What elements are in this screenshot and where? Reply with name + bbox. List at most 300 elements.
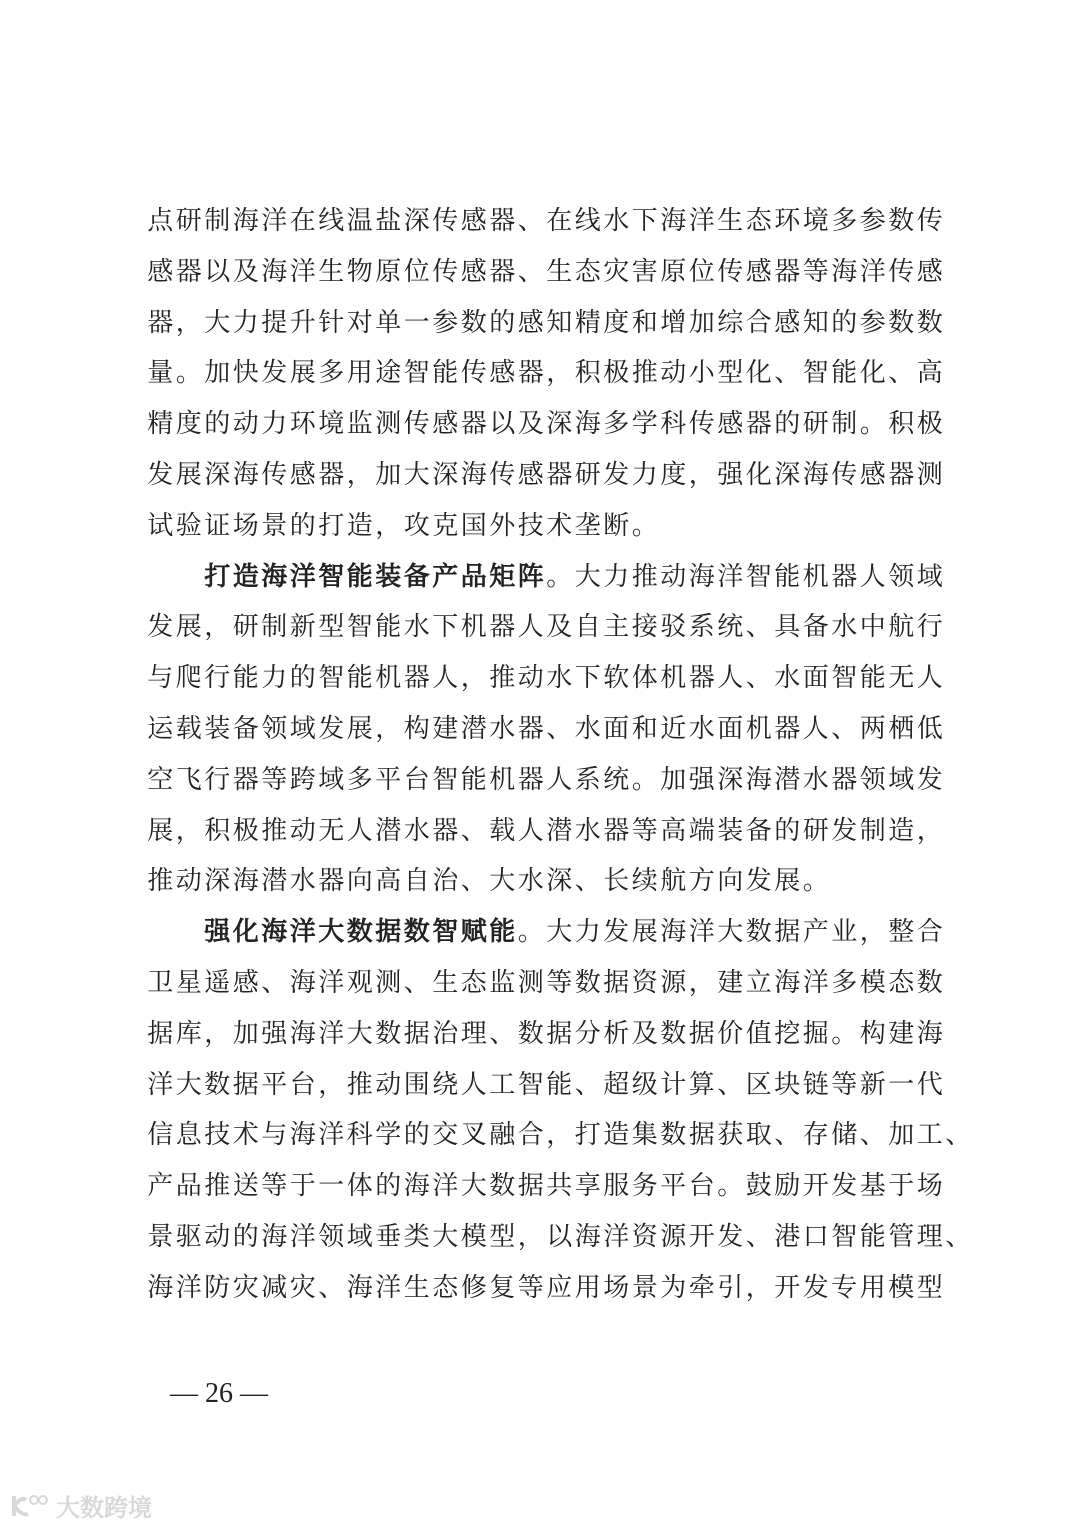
text-char: 水 <box>403 815 430 846</box>
text-char: 构 <box>403 713 430 744</box>
text-char: 长 <box>603 866 630 897</box>
text-char: 域 <box>318 764 345 795</box>
text-char: 、 <box>318 1272 345 1303</box>
text-char: 型 <box>916 1272 943 1303</box>
text-line <box>146 501 944 552</box>
text-char: 精 <box>574 307 601 338</box>
text-char: 发 <box>831 1171 858 1202</box>
text-char: 快 <box>232 358 259 389</box>
text-char: 围 <box>403 1069 430 1100</box>
text-char: 深 <box>546 866 573 897</box>
text-char: 研 <box>232 612 259 643</box>
text-char: 监 <box>346 409 373 440</box>
text-char: 。 <box>546 561 573 592</box>
text-char: 水 <box>517 866 544 897</box>
text-char: 开 <box>774 1272 801 1303</box>
text-char: 灾 <box>232 1272 259 1303</box>
text-char: 建 <box>432 713 459 744</box>
text-char: 、 <box>774 358 801 389</box>
text-char: 高 <box>916 358 943 389</box>
text-char: 洋 <box>318 967 345 998</box>
text-char: 动 <box>660 358 687 389</box>
text-char: 大 <box>717 917 744 948</box>
text-char: 动 <box>517 663 544 694</box>
text-char: 等 <box>631 815 658 846</box>
text-char: 下 <box>574 663 601 694</box>
text-char: 景 <box>631 1272 658 1303</box>
text-char: 和 <box>631 307 658 338</box>
text-char: 原 <box>660 256 687 287</box>
text-char: 大 <box>546 917 573 948</box>
text-char: 。 <box>631 510 658 541</box>
text-char: 业 <box>831 917 858 948</box>
text-char: 态 <box>460 967 487 998</box>
text-char: 单 <box>375 307 402 338</box>
text-char: 点 <box>147 206 174 236</box>
text-char: 遥 <box>204 967 231 998</box>
text-char: 灾 <box>603 256 630 287</box>
text-char: 传 <box>831 459 858 490</box>
text-char: 洋 <box>603 1221 630 1252</box>
text-char: 交 <box>432 1120 459 1151</box>
text-char: 动 <box>175 866 202 897</box>
text-line <box>146 298 944 349</box>
text-char: 传 <box>403 409 430 440</box>
text-char: 据 <box>688 1120 715 1151</box>
text-char: ， <box>375 713 402 744</box>
text-char: 引 <box>717 1272 744 1303</box>
text-char: 人 <box>432 663 459 694</box>
text-char: 和 <box>631 713 658 744</box>
text-char: 洋 <box>688 206 715 236</box>
text-char: 人 <box>802 713 829 744</box>
text-char: 机 <box>802 561 829 592</box>
text-char: 的 <box>489 307 516 338</box>
heading-char: 装 <box>375 561 402 592</box>
text-char: 新 <box>289 612 316 643</box>
text-char: 复 <box>489 1272 516 1303</box>
text-char: 资 <box>631 967 658 998</box>
text-char: 合 <box>745 307 772 338</box>
text-char: 装 <box>204 713 231 744</box>
heading-char: 海 <box>261 561 288 592</box>
text-char: 大 <box>346 1018 373 1049</box>
text-line <box>146 856 944 907</box>
text-char: ， <box>546 358 573 389</box>
text-char: 数 <box>574 967 601 998</box>
text-char: 洋 <box>717 561 744 592</box>
text-char: 造 <box>888 815 915 846</box>
text-char: 能 <box>460 764 487 795</box>
text-char: 器 <box>517 713 544 744</box>
text-char: 动 <box>660 561 687 592</box>
text-char: 大 <box>403 459 430 490</box>
text-line <box>146 704 944 755</box>
text-char: 参 <box>432 307 459 338</box>
text-char: 垂 <box>375 1221 402 1252</box>
text-char: 发 <box>318 713 345 744</box>
text-char: 测 <box>517 967 544 998</box>
text-char: 库 <box>175 1018 202 1049</box>
text-char: 数 <box>204 1069 231 1100</box>
text-char: 大 <box>432 1221 459 1252</box>
text-char: 以 <box>546 1221 573 1252</box>
text-char: 能 <box>859 1221 886 1252</box>
text-char: 的 <box>232 1221 259 1252</box>
text-char: 挖 <box>774 1018 801 1049</box>
heading-char: 据 <box>375 917 402 948</box>
text-char: 强 <box>261 1018 288 1049</box>
text-char: 数 <box>888 206 915 236</box>
text-char: 中 <box>859 612 886 643</box>
text-char: 智 <box>517 1069 544 1100</box>
text-char: 器 <box>774 256 801 287</box>
paragraph <box>146 196 944 552</box>
text-char: 发 <box>603 917 630 948</box>
text-line <box>146 907 944 958</box>
text-char: 等 <box>261 1171 288 1202</box>
text-char: 能 <box>432 358 459 389</box>
text-char: 一 <box>403 307 430 338</box>
text-line <box>146 1110 972 1161</box>
text-char: 。 <box>517 917 544 948</box>
text-char: 加 <box>688 307 715 338</box>
text-char: 人 <box>517 815 544 846</box>
text-char: ， <box>204 612 231 643</box>
text-char: 海 <box>232 866 259 897</box>
text-char: 验 <box>175 510 202 541</box>
text-char: 能 <box>232 663 259 694</box>
text-char: 技 <box>204 1120 231 1151</box>
text-char: 等 <box>546 967 573 998</box>
text-char: 行 <box>204 764 231 795</box>
text-char: 数 <box>517 1018 544 1049</box>
text-char: 以 <box>489 409 516 440</box>
text-char: 传 <box>261 459 288 490</box>
text-char: 能 <box>546 1069 573 1100</box>
text-char: 途 <box>375 358 402 389</box>
text-char: 以 <box>204 256 231 287</box>
text-char: 代 <box>916 1069 943 1100</box>
text-char: 能 <box>774 561 801 592</box>
text-char: 极 <box>916 409 943 440</box>
text-char: 原 <box>375 256 402 287</box>
text-char: 外 <box>489 510 516 541</box>
text-char: 驱 <box>175 1221 202 1252</box>
text-char: 加 <box>888 1120 915 1151</box>
text-char: 机 <box>660 663 687 694</box>
text-char: 海 <box>660 206 687 236</box>
text-char: 航 <box>888 612 915 643</box>
text-char: 、 <box>517 256 544 287</box>
text-char: 在 <box>289 206 316 236</box>
text-char: 向 <box>346 866 373 897</box>
text-line <box>146 1161 944 1212</box>
text-char: 态 <box>432 1272 459 1303</box>
text-char: 器 <box>745 409 772 440</box>
heading-char: 阵 <box>517 561 544 592</box>
text-line <box>146 755 944 806</box>
text-char: 一 <box>318 1171 345 1202</box>
text-char: 统 <box>603 764 630 795</box>
heading-char: 矩 <box>489 561 516 592</box>
text-char: ， <box>546 1120 573 1151</box>
text-char: 器 <box>489 256 516 287</box>
text-char: 海 <box>660 917 687 948</box>
text-char: 等 <box>831 1069 858 1100</box>
text-char: 务 <box>631 1171 658 1202</box>
text-char: 传 <box>688 409 715 440</box>
heading-char: 智 <box>318 561 345 592</box>
text-char: 机 <box>489 764 516 795</box>
watermark <box>10 1488 152 1523</box>
text-char: 航 <box>660 866 687 897</box>
text-char: 的 <box>289 663 316 694</box>
text-char: 防 <box>204 1272 231 1303</box>
text-char: 能 <box>831 358 858 389</box>
text-char: 度 <box>660 459 687 490</box>
text-char: 行 <box>916 612 943 643</box>
text-char: 洋 <box>688 917 715 948</box>
text-char: 态 <box>574 256 601 287</box>
text-char: 场 <box>916 1171 943 1202</box>
text-char: 据 <box>403 1018 430 1049</box>
text-char: 增 <box>660 307 687 338</box>
text-char: 及 <box>546 612 573 643</box>
text-char: 线 <box>574 206 601 236</box>
text-char: 大 <box>574 561 601 592</box>
text-char: 计 <box>660 1069 687 1100</box>
text-char: 品 <box>175 1171 202 1202</box>
text-char: 软 <box>603 663 630 694</box>
text-char: 海 <box>745 764 772 795</box>
text-char: 展 <box>774 866 801 897</box>
text-char: 潜 <box>774 764 801 795</box>
text-char: ， <box>346 459 373 490</box>
text-char: 感 <box>745 256 772 287</box>
text-char: 台 <box>688 1171 715 1202</box>
text-char: 盐 <box>375 206 402 236</box>
text-line <box>146 602 944 653</box>
text-char: 器 <box>489 206 516 236</box>
text-char: 术 <box>232 1120 259 1151</box>
text-char: 克 <box>432 510 459 541</box>
heading-char: 海 <box>261 917 288 948</box>
paragraph-indent <box>146 907 203 958</box>
text-line <box>146 653 944 704</box>
text-char: 信 <box>147 1120 174 1151</box>
text-char: ， <box>745 1272 772 1303</box>
text-line <box>146 196 944 247</box>
text-char: 海 <box>289 967 316 998</box>
heading-char: 智 <box>432 917 459 948</box>
text-char: 器 <box>517 358 544 389</box>
text-char: 、 <box>945 1221 972 1252</box>
text-char: ， <box>175 815 202 846</box>
text-char: 生 <box>717 206 744 236</box>
text-char: 发 <box>717 1221 744 1252</box>
text-char: 感 <box>289 459 316 490</box>
text-char: 线 <box>318 206 345 236</box>
text-char: ， <box>517 1221 544 1252</box>
text-char: 据 <box>517 1171 544 1202</box>
text-char: 整 <box>888 917 915 948</box>
text-char: 立 <box>745 967 772 998</box>
text-char: 励 <box>774 1171 801 1202</box>
text-char: 攻 <box>403 510 430 541</box>
text-line <box>146 958 944 1009</box>
text-char: 水 <box>403 612 430 643</box>
watermark-logo-icon <box>10 1492 50 1520</box>
text-char: 发 <box>603 459 630 490</box>
text-char: 传 <box>460 358 487 389</box>
text-char: 源 <box>660 1221 687 1252</box>
text-char: 海 <box>289 1018 316 1049</box>
heading-char: 洋 <box>289 561 316 592</box>
text-char: 、 <box>574 866 601 897</box>
paragraph <box>146 552 944 908</box>
text-char: 器 <box>888 459 915 490</box>
text-char: 、 <box>574 1069 601 1100</box>
text-char: 星 <box>175 967 202 998</box>
text-char: 强 <box>717 459 744 490</box>
text-char: 发 <box>147 459 174 490</box>
text-char: 、 <box>859 1120 886 1151</box>
heading-char: 赋 <box>460 917 487 948</box>
text-char: 感 <box>859 459 886 490</box>
text-char: 接 <box>631 612 658 643</box>
text-char: 面 <box>603 713 630 744</box>
text-char: 推 <box>204 1171 231 1202</box>
text-char: 推 <box>346 1069 373 1100</box>
text-char: 领 <box>859 764 886 795</box>
text-char: 水 <box>603 206 630 236</box>
text-char: 感 <box>147 256 174 287</box>
text-char: 多 <box>346 764 373 795</box>
text-char: 智 <box>346 612 373 643</box>
text-char: 能 <box>375 612 402 643</box>
text-char: 海 <box>574 409 601 440</box>
text-char: 研 <box>802 815 829 846</box>
text-char: 台 <box>289 1069 316 1100</box>
heading-char: 品 <box>460 561 487 592</box>
text-char: 装 <box>717 815 744 846</box>
text-char: 台 <box>403 764 430 795</box>
text-char: 值 <box>745 1018 772 1049</box>
text-char: 洋 <box>175 1272 202 1303</box>
text-char: 生 <box>403 1272 430 1303</box>
text-char: 测 <box>375 409 402 440</box>
text-char: 据 <box>546 1018 573 1049</box>
heading-char: 能 <box>346 561 373 592</box>
text-char: 的 <box>289 510 316 541</box>
text-char: 管 <box>888 1221 915 1252</box>
text-line <box>146 450 944 501</box>
text-char: 洋 <box>318 1018 345 1049</box>
text-char: 国 <box>460 510 487 541</box>
text-char: 体 <box>631 663 658 694</box>
text-char: 共 <box>546 1171 573 1202</box>
text-char: 度 <box>603 307 630 338</box>
heading-char: 能 <box>489 917 516 948</box>
text-char: 海 <box>916 1018 943 1049</box>
text-char: 空 <box>147 764 174 795</box>
text-char: 小 <box>688 358 715 389</box>
text-line <box>146 1009 944 1060</box>
text-char: 数 <box>660 1018 687 1049</box>
text-char: 境 <box>802 206 829 236</box>
text-char: 展 <box>289 358 316 389</box>
text-char: 一 <box>888 1069 915 1100</box>
text-char: 的 <box>831 307 858 338</box>
text-char: 传 <box>888 256 915 287</box>
text-char: 深 <box>432 459 459 490</box>
text-char: 服 <box>603 1171 630 1202</box>
text-char: 绕 <box>432 1069 459 1100</box>
text-char: 制 <box>204 206 231 236</box>
heading-char: 化 <box>232 917 259 948</box>
text-char: 智 <box>403 358 430 389</box>
text-char: 建 <box>717 967 744 998</box>
heading-char: 强 <box>204 917 231 948</box>
text-char: 位 <box>688 256 715 287</box>
text-char: 获 <box>717 1120 744 1151</box>
text-char: 系 <box>574 764 601 795</box>
text-char: 观 <box>346 967 373 998</box>
text-char: 研 <box>574 459 601 490</box>
text-char: 发 <box>147 612 174 643</box>
text-char: 展 <box>346 713 373 744</box>
text-char: 、 <box>945 1120 972 1151</box>
text-char: 传 <box>432 206 459 236</box>
text-char: 感 <box>489 358 516 389</box>
text-char: 水 <box>831 612 858 643</box>
text-char: 态 <box>888 967 915 998</box>
text-char: 、 <box>261 967 288 998</box>
text-char: 洋 <box>802 967 829 998</box>
text-char: 化 <box>859 358 886 389</box>
text-char: 生 <box>546 256 573 287</box>
text-char: 跨 <box>289 764 316 795</box>
text-char: 推 <box>261 815 288 846</box>
text-char: 型 <box>318 612 345 643</box>
text-char: 力 <box>261 663 288 694</box>
text-char: 的 <box>375 1171 402 1202</box>
text-char: 智 <box>831 1221 858 1252</box>
text-char: 发 <box>916 764 943 795</box>
heading-char: 数 <box>346 917 373 948</box>
text-char: 海 <box>261 1221 288 1252</box>
text-char: ， <box>688 967 715 998</box>
text-char: 数 <box>745 917 772 948</box>
text-char: 的 <box>403 1120 430 1151</box>
text-char: 据 <box>147 1018 174 1049</box>
text-char: 高 <box>375 866 402 897</box>
text-char: 析 <box>603 1018 630 1049</box>
text-char: 洋 <box>289 1221 316 1252</box>
text-char: ， <box>916 815 943 846</box>
text-char: 面 <box>717 713 744 744</box>
text-char: 、 <box>717 1069 744 1100</box>
text-char: 洋 <box>318 1120 345 1151</box>
text-char: 融 <box>489 1120 516 1151</box>
text-char: 。 <box>802 866 829 897</box>
text-char: 器 <box>147 307 174 338</box>
paragraph-indent <box>146 552 203 603</box>
text-char: 器 <box>175 256 202 287</box>
text-char: 器 <box>460 409 487 440</box>
text-char: 垄 <box>574 510 601 541</box>
